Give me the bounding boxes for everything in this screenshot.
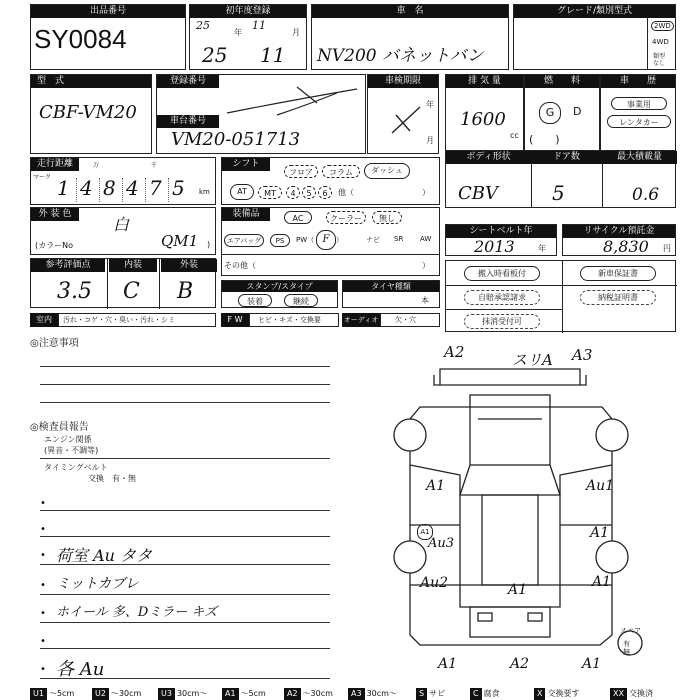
shift-floor: フロア (284, 165, 318, 178)
equip-cooler: クーラー (326, 211, 366, 224)
car-name-box (311, 4, 509, 70)
damage-mark: A3 (572, 346, 593, 364)
exterior-color-label: 外 装 色 (31, 208, 79, 221)
inspector-belt-sub: 交換 有・無 (88, 474, 136, 483)
fuel-gasoline: G (539, 102, 561, 124)
legend-text: 〜5cm (48, 689, 75, 698)
fuel-paren: ( ) (529, 133, 560, 146)
audio-bar-label: オーディオ (342, 313, 380, 327)
doc-new-car-warranty: 新車保証書 (580, 266, 656, 281)
equip-other: その他（ (224, 261, 256, 270)
inspection-label: 車検期限 (368, 75, 438, 88)
inspector-line-3: ホイール 多、Dミラー キズ (56, 605, 218, 620)
displacement-value: 1600 (460, 109, 506, 130)
damage-mark: A1 (438, 656, 458, 672)
inspection-box (367, 74, 439, 154)
displacement-box (445, 74, 524, 154)
equip-none: 無し (372, 211, 402, 224)
documents-box (445, 260, 676, 332)
inspection-month-unit: 月 (426, 136, 434, 145)
damage-mark: A1 (582, 656, 602, 672)
history-box (600, 74, 676, 154)
fuel-diesel: D (573, 105, 582, 118)
damage-mark: A2 (510, 656, 530, 672)
fuel-box (524, 74, 600, 154)
first-reg-year-small: 25 (196, 19, 210, 32)
mileage-unit-sen: 千 (151, 162, 158, 169)
seatbelt-unit: 年 (538, 244, 546, 253)
reg-cross-out-marks (217, 81, 367, 121)
bullet: • (40, 498, 46, 509)
doors-label: ドア数 (531, 151, 602, 164)
stamp-continued: 継続 (284, 294, 318, 307)
inspector-label: ◎検査員報告 (30, 422, 89, 433)
mileage-digit: 8 (103, 176, 116, 200)
legend-code: C (470, 688, 482, 700)
damage-mark: Au1 (586, 478, 615, 494)
history-label: 車 歴 (601, 75, 675, 88)
equip-other-close: ） (422, 261, 430, 270)
inspection-year-unit: 年 (426, 100, 434, 109)
car-name-value: NV200 バネットバン (317, 46, 484, 66)
legend-code: S (416, 688, 427, 700)
bullet: • (40, 636, 46, 647)
first-reg-month-unit: 月 (292, 28, 300, 37)
stamp-installed: 装着 (238, 294, 272, 307)
displacement-unit: cc (510, 131, 519, 140)
exterior-color-box (30, 207, 216, 255)
score-value: 3.5 (57, 279, 92, 304)
damage-mark: Au3 (428, 536, 455, 551)
equip-pw: PW（ (296, 236, 315, 244)
mileage-label: 走行距離 (31, 158, 79, 171)
car-name-label: 車 名 (312, 5, 508, 18)
exterior-grade-value: B (177, 279, 194, 304)
legend-code: XX (610, 688, 627, 700)
mileage-unit-man: 万 (93, 162, 100, 169)
tire-box (342, 280, 440, 308)
legend-text: 〜5cm (240, 689, 266, 698)
spare-options: 有 無 (623, 640, 630, 656)
equip-aw: AW (420, 235, 432, 243)
body-type-value: CBV (458, 183, 498, 204)
equip-airbag: エアバッグ (224, 234, 264, 247)
model-label: 型 式 (31, 75, 151, 88)
inspector-line-4: 各 Au (56, 659, 105, 680)
first-reg-year-unit: 年 (234, 28, 242, 37)
grades-box (30, 258, 216, 308)
exterior-grade-label: 外装 (161, 259, 217, 272)
tire-unit: 本 (421, 296, 429, 305)
seatbelt-label: シートベルト年 (446, 225, 556, 238)
model-value: CBF-VM20 (39, 102, 137, 123)
seatbelt-box (445, 224, 557, 256)
reg-number-label: 登録番号 (157, 75, 219, 88)
interior-bar-label: 室内 (30, 313, 58, 327)
legend-code: U1 (30, 688, 47, 700)
first-reg-month: 11 (260, 43, 286, 67)
legend-text: 腐食 (483, 689, 500, 698)
audio-bar-items: 欠・穴 (380, 313, 440, 327)
interior-grade-label: 内装 (109, 259, 157, 272)
legend-text: 30cm〜 (176, 689, 208, 698)
recycle-box (562, 224, 676, 256)
legend-text: 30cm〜 (366, 689, 397, 698)
load-value: 0.6 (632, 185, 660, 205)
body-type-label: ボディ形状 (446, 151, 531, 164)
equip-pw-front: F (316, 230, 336, 250)
damage-mark: Au2 (420, 575, 449, 591)
color-code-label: (カラーNo (35, 241, 73, 250)
fuel-label: 燃 料 (525, 75, 599, 88)
legend-text: 交換要す (547, 689, 580, 698)
first-reg-year: 25 (202, 43, 228, 67)
shift-6: 6 (318, 186, 332, 199)
first-registration-label: 初年度登録 (190, 5, 306, 18)
drive-2wd: 2WD (651, 21, 674, 31)
inspector-engine: エンジン関係 (44, 435, 92, 444)
mileage-digit: 5 (172, 176, 185, 200)
bullet: • (40, 550, 46, 561)
shift-5: 5 (302, 186, 316, 199)
history-rental: レンタカー (607, 115, 671, 128)
chassis-label: 車台番号 (157, 115, 219, 128)
doc-jibai: 自賠承認諸求 (464, 290, 540, 305)
damage-mark: スリA (512, 351, 553, 369)
mileage-mark-label: マーク (33, 174, 52, 181)
damage-mark: A1 (508, 582, 528, 598)
shift-column: コラム (322, 165, 360, 178)
doc-tax-certificate: 納税証明書 (580, 290, 656, 305)
drive-options (647, 18, 677, 70)
mileage-box (30, 157, 216, 205)
shift-other: 他（ (338, 188, 354, 197)
mileage-digit: 4 (126, 176, 139, 200)
legend-code: U3 (158, 688, 175, 700)
spare-label: スペア (620, 627, 641, 635)
damage-mark: A1 (590, 525, 610, 541)
interior-bar-items: 汚れ・コゲ・穴・臭い・汚れ・シミ (58, 313, 216, 327)
lot-number-label: 出品番号 (31, 5, 185, 18)
mileage-digit: 7 (149, 176, 162, 200)
score-label: 参考評価点 (31, 259, 105, 272)
inspection-cross-mark (388, 101, 424, 137)
displacement-label: 排 気 量 (446, 75, 523, 88)
grade-label: グレード/類別型式 (514, 5, 675, 18)
lot-number-value: SY0084 (34, 24, 127, 54)
drive-none: 類型 なし (653, 53, 666, 67)
legend-text: サビ (429, 689, 446, 698)
damage-mark: A1 (592, 574, 612, 590)
seatbelt-value: 2013 (474, 237, 515, 256)
chassis-value: VM20-051713 (171, 129, 301, 150)
shift-box (221, 157, 440, 205)
color-code-close: ) (207, 240, 211, 249)
mileage-digit: 4 (80, 176, 93, 200)
inspector-belt: タイミングベルト (44, 463, 108, 472)
inspector-engine-sub: (異音・不調等) (44, 446, 99, 455)
inspector-line-1: 荷室 Au タタ (56, 546, 153, 565)
mileage-unit-km: km (199, 188, 210, 196)
bullet: • (40, 608, 46, 619)
recycle-label: リサイクル預託金 (563, 225, 675, 238)
bullet: • (40, 580, 46, 591)
interior-grade-value: C (123, 279, 140, 304)
legend-text: 交換済 (628, 689, 653, 698)
equipment-other-box (221, 254, 440, 276)
notes-label: ◎注意事項 (30, 338, 79, 349)
bullet: • (40, 524, 46, 535)
equip-ac: AC (284, 211, 312, 224)
legend-code: A2 (284, 688, 301, 700)
legend-code: X (534, 688, 545, 700)
first-registration-box (189, 4, 307, 70)
shift-label: シフト (222, 158, 270, 171)
fw-bar-label: F W (221, 313, 249, 327)
equipment-box (221, 207, 440, 255)
shift-4: 4 (286, 186, 300, 199)
equip-navi: ナビ (366, 236, 380, 244)
legend-text: 〜30cm (110, 689, 142, 698)
mileage-digits (53, 172, 193, 204)
shift-dash: ダッシュ (364, 163, 410, 179)
damage-mark: A2 (444, 343, 465, 361)
equip-sr: SR (394, 235, 404, 243)
exterior-color-value: 白 (113, 215, 130, 234)
legend-code: U2 (92, 688, 109, 700)
body-door-load-box (445, 150, 676, 208)
mileage-digit: 1 (57, 176, 70, 200)
history-business: 事業用 (611, 97, 667, 110)
stamp-box (221, 280, 338, 308)
inspector-line-2: ミットカブレ (56, 576, 139, 592)
shift-at: AT (230, 184, 254, 200)
equipment-label: 装備品 (222, 208, 270, 221)
damage-mark: A1 (417, 524, 433, 540)
legend-code: A3 (348, 688, 365, 700)
legend-text: 〜30cm (302, 689, 333, 698)
doors-value: 5 (552, 181, 565, 205)
registration-box (156, 74, 366, 154)
fw-bar-items: ヒビ・キズ・交換要 (249, 313, 339, 327)
color-code-value: QM1 (161, 232, 199, 250)
lot-number-box (30, 4, 186, 70)
load-label: 最大積載量 (602, 151, 677, 164)
recycle-value: 8,830 (603, 237, 649, 256)
grade-box (513, 4, 676, 70)
bullet: • (40, 664, 46, 675)
tire-label: タイヤ種類 (343, 281, 439, 292)
legend-code: A1 (222, 688, 239, 700)
model-box (30, 74, 152, 154)
first-reg-month-small: 11 (252, 19, 266, 32)
shift-other-close: ） (422, 188, 430, 197)
damage-mark: A1 (426, 478, 446, 494)
equip-ps: PS (270, 234, 290, 247)
doc-carrying-board: 搬入時看板付 (464, 266, 540, 281)
stamp-label: スタンプ/スタイプ (222, 281, 337, 292)
equip-pw-close: ） (336, 236, 343, 244)
doc-cancellation: 抹消受付可 (464, 314, 540, 329)
drive-4wd: 4WD (652, 38, 669, 46)
recycle-unit: 円 (663, 244, 671, 253)
shift-mt: MT (258, 186, 282, 199)
damage-legend (30, 688, 676, 700)
